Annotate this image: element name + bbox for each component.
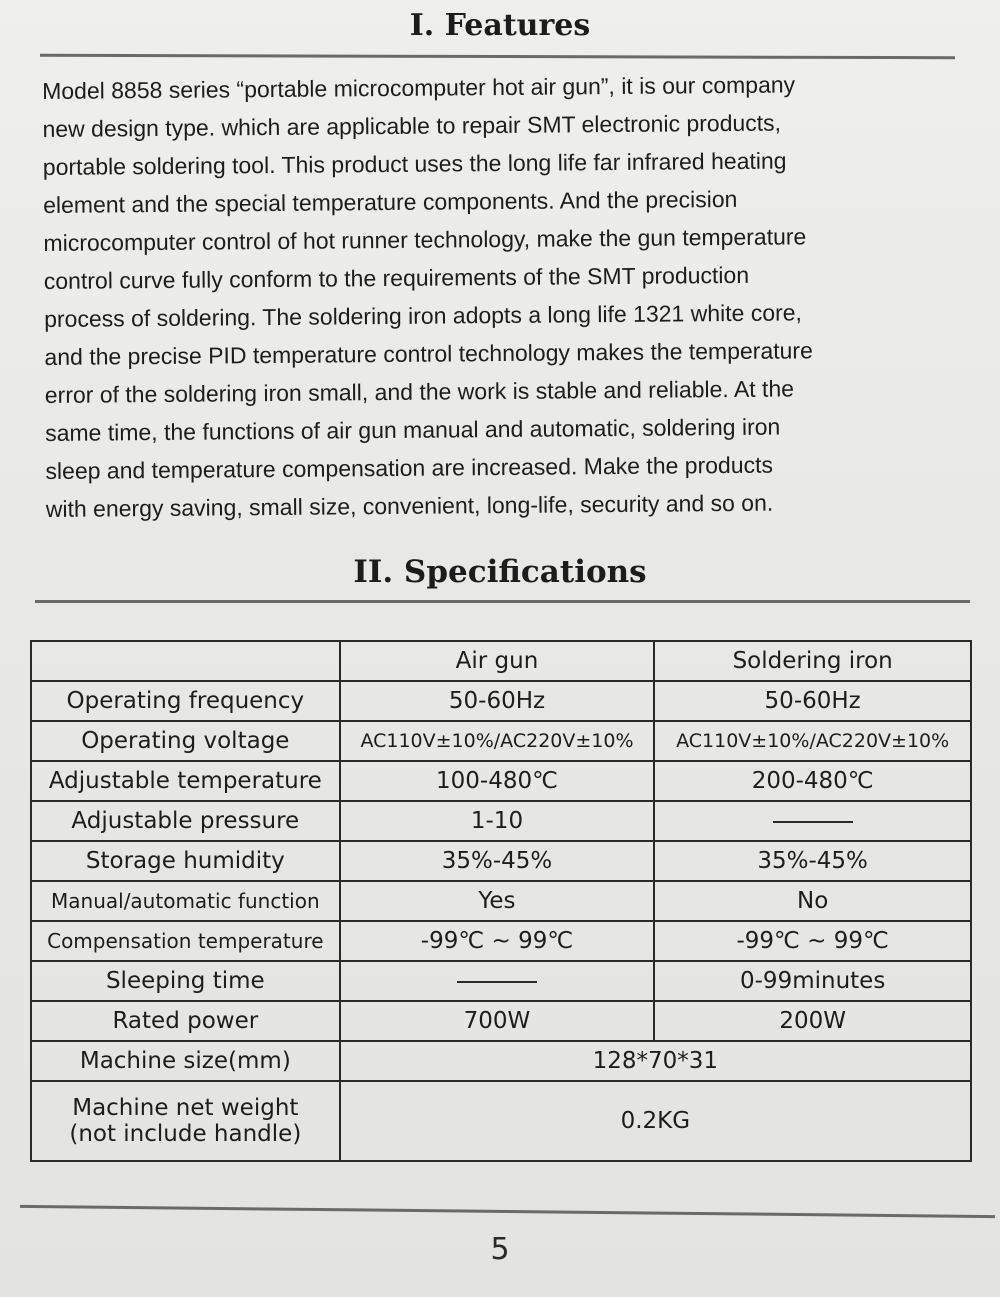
not-applicable-dash — [773, 821, 853, 823]
air-gun-value: 50-60Hz — [340, 681, 655, 721]
row-label: Operating frequency — [31, 681, 340, 721]
soldering-iron-value: 35%-45% — [654, 841, 971, 881]
air-gun-dash — [340, 961, 655, 1001]
table-row — [31, 681, 971, 721]
row-label: Compensation temperature — [31, 921, 340, 961]
header-empty-cell — [31, 641, 340, 681]
table-row — [31, 1041, 971, 1081]
row-label: Machine size(mm) — [31, 1041, 340, 1081]
table-row — [31, 761, 971, 801]
features-paragraph — [42, 64, 976, 528]
features-line: and the precise PID temperature control technology makes the temperature — [44, 337, 813, 370]
features-line: process of soldering. The soldering iron adopts a long life 1321 white core, — [44, 299, 803, 332]
features-line: microcomputer control of hot runner technology, make the gun temperature — [43, 223, 807, 256]
specifications-divider — [35, 600, 970, 603]
table-row — [31, 841, 971, 881]
soldering-iron-value: 200W — [654, 1001, 971, 1041]
header-air-gun: Air gun — [340, 641, 655, 681]
row-label: Sleeping time — [31, 961, 340, 1001]
footer-divider — [20, 1205, 995, 1218]
table-row — [31, 921, 971, 961]
table-row — [31, 961, 971, 1001]
weight-label-line1: Machine net weight — [72, 1095, 299, 1121]
soldering-iron-value: 50-60Hz — [654, 681, 971, 721]
not-applicable-dash — [457, 981, 537, 983]
specifications-heading: II. Specifications — [353, 554, 647, 590]
machine-size-value: 128*70*31 — [340, 1041, 971, 1081]
air-gun-value: AC110V±10%/AC220V±10% — [340, 721, 655, 761]
features-line: error of the soldering iron small, and the work is stable and reliable. At the — [44, 375, 795, 408]
table-header-row — [31, 641, 971, 681]
air-gun-value: 1-10 — [340, 801, 655, 841]
page-number: 5 — [490, 1232, 510, 1267]
soldering-iron-dash — [654, 801, 971, 841]
features-line: control curve fully conform to the requirements of the SMT production — [43, 261, 750, 294]
air-gun-value: Yes — [340, 881, 655, 921]
row-label: Storage humidity — [31, 841, 340, 881]
soldering-iron-value: -99℃ ~ 99℃ — [654, 921, 971, 961]
table-row — [31, 801, 971, 841]
row-label: Adjustable temperature — [31, 761, 340, 801]
features-line: with energy saving, small size, convenient, long-life, security and so on. — [45, 489, 774, 522]
features-line: portable soldering tool. This product uses the long life far infrared heating — [42, 147, 787, 180]
features-line: same time, the functions of air gun manual and automatic, soldering iron — [45, 413, 781, 446]
row-label: Operating voltage — [31, 721, 340, 761]
features-line: new design type. which are applicable to repair SMT electronic products, — [42, 109, 782, 142]
air-gun-value: 100-480℃ — [340, 761, 655, 801]
air-gun-value: -99℃ ~ 99℃ — [340, 921, 655, 961]
row-label: Adjustable pressure — [31, 801, 340, 841]
table-row — [31, 881, 971, 921]
features-line: Model 8858 series “portable microcomputer hot air gun”, it is our company — [42, 71, 796, 104]
soldering-iron-value: 0-99minutes — [654, 961, 971, 1001]
header-soldering-iron: Soldering iron — [654, 641, 971, 681]
soldering-iron-value: 200-480℃ — [654, 761, 971, 801]
features-line: sleep and temperature compensation are increased. Make the products — [45, 451, 774, 484]
row-label — [31, 1081, 340, 1161]
machine-weight-value: 0.2KG — [340, 1081, 971, 1161]
table-row — [31, 1081, 971, 1161]
weight-label-line2: (not include handle) — [69, 1121, 302, 1147]
row-label: Manual/automatic function — [31, 881, 340, 921]
features-divider — [40, 54, 955, 59]
features-line: element and the special temperature components. And the precision — [43, 185, 738, 218]
soldering-iron-value: AC110V±10%/AC220V±10% — [654, 721, 971, 761]
specifications-table — [30, 640, 972, 1162]
soldering-iron-value: No — [654, 881, 971, 921]
row-label: Rated power — [31, 1001, 340, 1041]
table-row — [31, 1001, 971, 1041]
air-gun-value: 700W — [340, 1001, 655, 1041]
features-heading: I. Features — [409, 8, 591, 43]
table-row — [31, 721, 971, 761]
air-gun-value: 35%-45% — [340, 841, 655, 881]
